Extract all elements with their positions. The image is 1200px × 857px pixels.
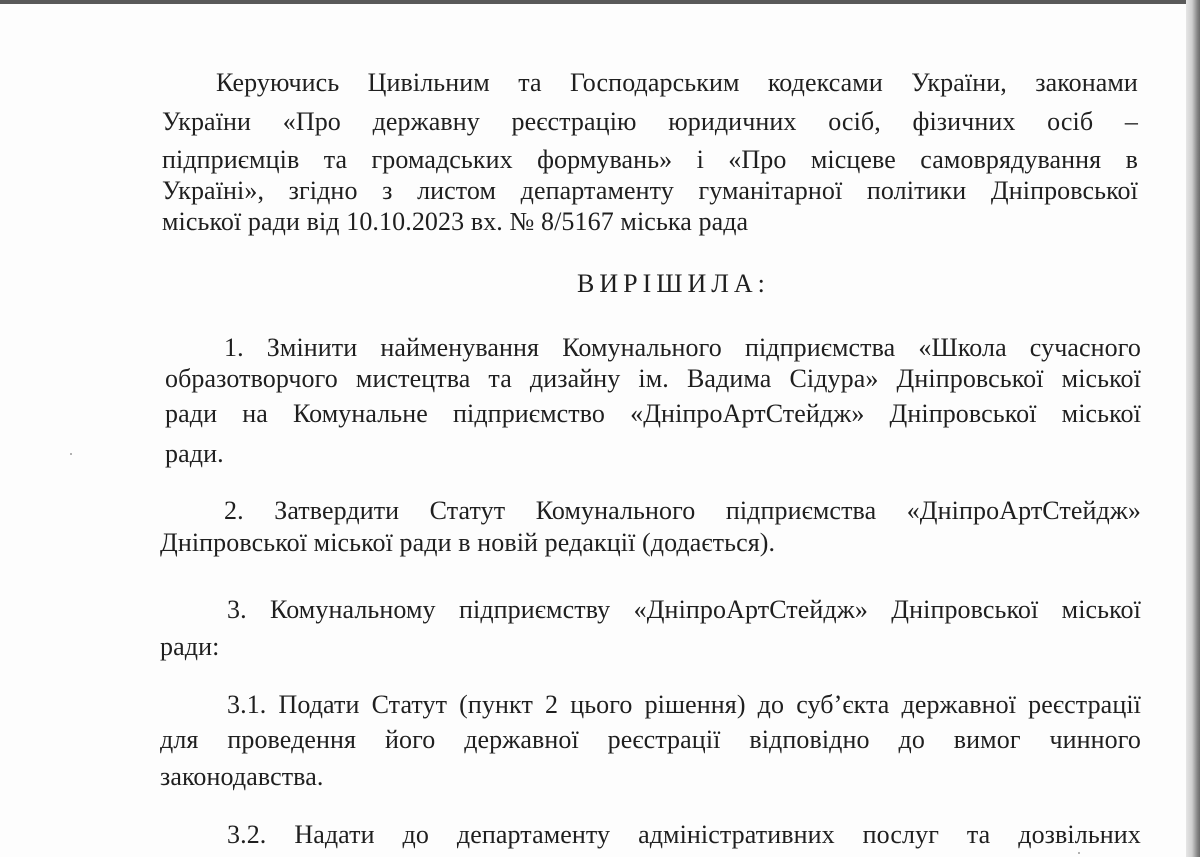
word: України, <box>911 68 1007 97</box>
word: Україні», <box>162 176 265 205</box>
word: ім. <box>638 364 669 393</box>
word: 3. <box>227 595 247 624</box>
word: сучасного <box>1029 333 1141 362</box>
item-1-line-1 <box>224 331 1141 365</box>
word: Дніпровської <box>990 176 1138 205</box>
word: образотворчого <box>165 364 338 393</box>
item-2-line-2: Дніпровської міської ради в новій редакції (додається). <box>160 528 776 557</box>
item-3-2-line-1 <box>227 818 1141 852</box>
word: підприємства <box>725 496 877 525</box>
word: Цивільним <box>367 68 490 97</box>
word: Комунальному <box>270 595 436 624</box>
word: та <box>518 68 542 97</box>
word: «Школа <box>918 333 1007 362</box>
word: громадських <box>371 145 513 174</box>
word: 2. <box>224 496 244 525</box>
word: його <box>384 725 436 754</box>
item-1-line-2 <box>165 362 1141 396</box>
word: осіб <box>1047 107 1094 136</box>
item-3-1-line-2 <box>160 723 1141 757</box>
word: осіб, <box>828 107 881 136</box>
word: Статут <box>429 496 506 525</box>
word: законами <box>1035 68 1138 97</box>
word: місцеве <box>810 145 896 174</box>
preamble-line-3 <box>162 143 1138 177</box>
word: реєстрацію <box>511 107 637 136</box>
word: чинного <box>1049 725 1141 754</box>
word: Сідура» <box>789 364 879 393</box>
word: формувань» <box>537 145 673 174</box>
word: Комунального <box>562 333 722 362</box>
word: Надати <box>294 820 375 849</box>
word: міської <box>1061 399 1141 428</box>
word: гуманітарної <box>698 176 843 205</box>
word: департаменту <box>456 820 611 849</box>
word: цього <box>570 690 633 719</box>
word: Дніпровської <box>896 364 1044 393</box>
word: до <box>757 690 785 719</box>
word: вимог <box>953 725 1021 754</box>
item-1-line-3 <box>165 397 1141 431</box>
word: державної <box>464 725 579 754</box>
word: 3.1. <box>227 690 267 719</box>
preamble-line-1 <box>216 66 1138 100</box>
item-3-line-1 <box>227 593 1141 627</box>
word: – <box>1124 107 1138 136</box>
word: для <box>160 725 199 754</box>
word: Дніпровської <box>889 399 1037 428</box>
word: юридичних <box>668 107 797 136</box>
item-2-line-1 <box>224 494 1141 528</box>
preamble-line-5: міської ради від 10.10.2023 вх. № 8/5167 міська рада <box>162 207 749 236</box>
word: підприємство <box>453 399 606 428</box>
word: в <box>1125 145 1138 174</box>
word: з <box>382 176 393 205</box>
word: і <box>696 145 704 174</box>
word: 3.2. <box>227 820 267 849</box>
word: «ДніпроАртСтейдж» <box>906 496 1141 525</box>
word: підприємців <box>162 145 300 174</box>
word: мистецтва <box>355 364 471 393</box>
word: політики <box>866 176 967 205</box>
word: кодексами <box>767 68 883 97</box>
item-3-line-2: ради: <box>160 632 220 661</box>
page-right-edge <box>1186 0 1200 857</box>
word: департаменту <box>520 176 674 205</box>
word: державної <box>901 690 1017 719</box>
word: «Про <box>728 145 787 174</box>
word: до <box>898 725 925 754</box>
scan-speck <box>1078 852 1080 854</box>
word: підприємству <box>458 595 611 624</box>
word: найменування <box>380 333 540 362</box>
word: суб’єкта <box>796 690 890 719</box>
word: підприємства <box>744 333 896 362</box>
word: (пункт <box>459 690 533 719</box>
word: адміністративних <box>638 820 835 849</box>
item-3-1-line-3: законодавства. <box>160 762 324 791</box>
item-3-1-line-1 <box>227 688 1141 722</box>
word: Затвердити <box>274 496 400 525</box>
word: реєстрації <box>607 725 721 754</box>
word: 2 <box>545 690 559 719</box>
word: Комунального <box>535 496 696 525</box>
preamble-line-4 <box>162 174 1138 208</box>
word: ради <box>165 399 218 428</box>
word: міської <box>1061 364 1141 393</box>
word: Керуючись <box>216 68 340 97</box>
item-1-line-4: ради. <box>165 439 224 468</box>
word: «Про <box>282 107 341 136</box>
word: до <box>402 820 429 849</box>
word: проведення <box>227 725 357 754</box>
word: на <box>242 399 268 428</box>
decision-heading: ВИРІШИЛА: <box>577 269 770 298</box>
preamble-line-2 <box>162 105 1138 139</box>
word: реєстрації <box>1028 690 1141 719</box>
scan-speck <box>70 453 72 455</box>
word: дизайну <box>529 364 621 393</box>
word: Комунальне <box>292 399 428 428</box>
word: відповідно <box>749 725 870 754</box>
word: та <box>966 820 991 849</box>
word: «ДніпроАртСтейдж» <box>633 595 868 624</box>
word: фізичних <box>912 107 1016 136</box>
word: «ДніпроАртСтейдж» <box>630 399 865 428</box>
word: рішення) <box>644 690 746 719</box>
window-top-border <box>0 0 1200 4</box>
word: листом <box>417 176 497 205</box>
word: 1. <box>224 333 244 362</box>
word: самоврядування <box>920 145 1102 174</box>
word: та <box>323 145 348 174</box>
word: згідно <box>288 176 358 205</box>
word: Вадима <box>686 364 772 393</box>
word: України <box>162 107 252 136</box>
word: Господарським <box>569 68 740 97</box>
word: дозвільних <box>1018 820 1141 849</box>
word: міської <box>1061 595 1141 624</box>
word: послуг <box>862 820 939 849</box>
word: Статут <box>371 690 448 719</box>
word: Змінити <box>266 333 358 362</box>
word: Подати <box>278 690 360 719</box>
word: державну <box>372 107 480 136</box>
word: та <box>488 364 512 393</box>
word: Дніпровської <box>891 595 1039 624</box>
